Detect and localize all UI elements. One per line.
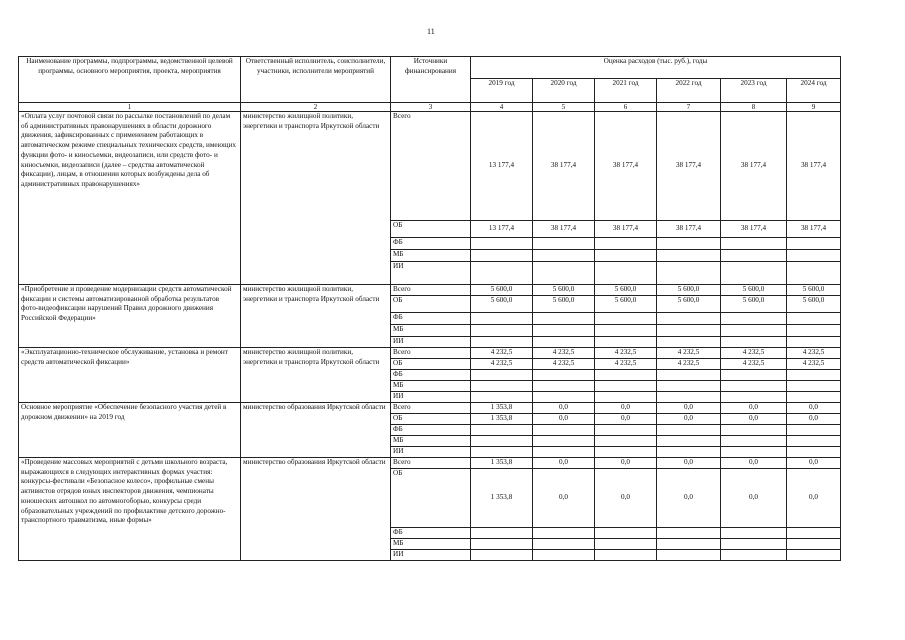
value-cell xyxy=(471,238,533,250)
value-cell xyxy=(471,325,533,337)
value-cell xyxy=(471,528,533,539)
value-cell xyxy=(787,447,841,458)
value-cell xyxy=(471,337,533,348)
value-cell xyxy=(533,238,595,250)
value-cell xyxy=(595,337,657,348)
value-cell xyxy=(595,313,657,325)
value-cell: 0,0 xyxy=(787,469,841,528)
value-cell: 0,0 xyxy=(533,458,595,469)
value-cell xyxy=(721,337,787,348)
value-cell: 0,0 xyxy=(721,458,787,469)
column-number: 9 xyxy=(787,103,841,112)
value-cell xyxy=(471,370,533,381)
value-cell: 0,0 xyxy=(721,469,787,528)
financing-source-cell: ИИ xyxy=(391,262,471,285)
value-cell xyxy=(721,447,787,458)
value-cell: 4 232,5 xyxy=(657,359,721,370)
financing-source-cell: МБ xyxy=(391,539,471,550)
financing-source-cell: ИИ xyxy=(391,392,471,403)
value-cell: 0,0 xyxy=(595,469,657,528)
value-cell xyxy=(533,381,595,392)
value-cell: 4 232,5 xyxy=(787,348,841,359)
value-cell xyxy=(787,337,841,348)
value-cell xyxy=(787,313,841,325)
value-cell xyxy=(721,238,787,250)
value-cell: 4 232,5 xyxy=(721,359,787,370)
value-cell xyxy=(787,250,841,262)
column-number: 7 xyxy=(657,103,721,112)
executor-cell: министерство образования Иркутской области xyxy=(241,458,391,561)
value-cell xyxy=(533,262,595,285)
financing-source-cell: ОБ xyxy=(391,414,471,425)
table-row xyxy=(19,112,841,221)
header-financing-sources: Источники финансирования xyxy=(391,57,471,103)
value-cell xyxy=(657,250,721,262)
value-cell: 38 177,4 xyxy=(595,112,657,221)
table-row xyxy=(19,285,841,296)
column-number: 8 xyxy=(721,103,787,112)
value-cell xyxy=(595,250,657,262)
financing-source-cell: ФБ xyxy=(391,528,471,539)
value-cell xyxy=(595,325,657,337)
table-row xyxy=(19,348,841,359)
value-cell: 0,0 xyxy=(721,414,787,425)
value-cell: 4 232,5 xyxy=(595,348,657,359)
value-cell xyxy=(595,238,657,250)
program-name-cell: «Приобретение и проведение модернизации средств автоматической фиксации и системы автоматизированной обработка результатов фото-видеофиксации нарушений Правил дорожного движения Российской Федерации» xyxy=(19,285,241,348)
value-cell xyxy=(657,436,721,447)
value-cell xyxy=(657,337,721,348)
value-cell xyxy=(471,313,533,325)
value-cell: 38 177,4 xyxy=(657,112,721,221)
value-cell xyxy=(533,337,595,348)
value-cell: 0,0 xyxy=(595,403,657,414)
financing-source-cell: ОБ xyxy=(391,221,471,238)
value-cell xyxy=(471,381,533,392)
value-cell: 5 600,0 xyxy=(595,285,657,296)
value-cell xyxy=(721,370,787,381)
page-number: 11 xyxy=(427,27,435,36)
header-year: 2019 год xyxy=(471,79,533,103)
value-cell xyxy=(721,436,787,447)
column-number: 5 xyxy=(533,103,595,112)
header-year: 2023 год xyxy=(721,79,787,103)
value-cell xyxy=(787,539,841,550)
financing-source-cell: МБ xyxy=(391,250,471,262)
executor-cell: министерство образования Иркутской области xyxy=(241,403,391,458)
value-cell: 4 232,5 xyxy=(595,359,657,370)
financing-source-cell: МБ xyxy=(391,436,471,447)
value-cell xyxy=(595,381,657,392)
financing-source-cell: Всего xyxy=(391,348,471,359)
value-cell: 1 353,8 xyxy=(471,403,533,414)
value-cell xyxy=(721,425,787,436)
column-number: 1 xyxy=(19,103,241,112)
value-cell xyxy=(533,425,595,436)
value-cell: 4 232,5 xyxy=(657,348,721,359)
header-program-name: Наименование программы, подпрограммы, ведомственной целевой программы, основного мероприятия, проекта, мероприятия xyxy=(19,57,241,103)
value-cell xyxy=(721,313,787,325)
value-cell xyxy=(595,436,657,447)
financing-source-cell: ФБ xyxy=(391,425,471,436)
value-cell xyxy=(533,313,595,325)
value-cell: 0,0 xyxy=(595,458,657,469)
value-cell xyxy=(721,325,787,337)
value-cell xyxy=(595,425,657,436)
value-cell xyxy=(787,381,841,392)
value-cell xyxy=(471,425,533,436)
value-cell: 4 232,5 xyxy=(721,348,787,359)
value-cell xyxy=(657,381,721,392)
value-cell xyxy=(657,425,721,436)
header-year: 2024 год xyxy=(787,79,841,103)
value-cell: 0,0 xyxy=(657,469,721,528)
value-cell: 38 177,4 xyxy=(721,221,787,238)
value-cell xyxy=(721,539,787,550)
financing-source-cell: Всего xyxy=(391,458,471,469)
executor-cell: министерство жилищной политики, энергетики и транспорта Иркутской области xyxy=(241,285,391,348)
value-cell: 0,0 xyxy=(787,414,841,425)
value-cell: 5 600,0 xyxy=(657,296,721,313)
value-cell: 13 177,4 xyxy=(471,112,533,221)
value-cell: 5 600,0 xyxy=(787,296,841,313)
column-number: 2 xyxy=(241,103,391,112)
value-cell: 5 600,0 xyxy=(471,285,533,296)
value-cell: 5 600,0 xyxy=(657,285,721,296)
value-cell: 0,0 xyxy=(657,458,721,469)
value-cell xyxy=(471,539,533,550)
header-year: 2022 год xyxy=(657,79,721,103)
value-cell xyxy=(533,528,595,539)
value-cell: 5 600,0 xyxy=(787,285,841,296)
value-cell: 5 600,0 xyxy=(533,285,595,296)
value-cell xyxy=(721,250,787,262)
value-cell xyxy=(657,313,721,325)
column-number: 6 xyxy=(595,103,657,112)
value-cell: 4 232,5 xyxy=(533,348,595,359)
value-cell: 5 600,0 xyxy=(721,285,787,296)
value-cell xyxy=(657,550,721,561)
financing-source-cell: Всего xyxy=(391,112,471,221)
value-cell: 38 177,4 xyxy=(533,112,595,221)
financing-source-cell: ОБ xyxy=(391,469,471,528)
value-cell xyxy=(471,447,533,458)
financing-source-cell: МБ xyxy=(391,325,471,337)
value-cell xyxy=(471,436,533,447)
value-cell xyxy=(595,447,657,458)
program-name-cell: Основное мероприятие «Обеспечение безопасного участия детей в дорожном движении» на 2019 год xyxy=(19,403,241,458)
value-cell: 1 353,8 xyxy=(471,458,533,469)
value-cell xyxy=(533,250,595,262)
value-cell xyxy=(595,539,657,550)
value-cell xyxy=(657,238,721,250)
value-cell xyxy=(595,392,657,403)
value-cell xyxy=(595,262,657,285)
value-cell: 38 177,4 xyxy=(595,221,657,238)
value-cell: 38 177,4 xyxy=(721,112,787,221)
value-cell xyxy=(533,370,595,381)
header-expense-estimate: Оценка расходов (тыс. руб.), годы xyxy=(471,57,841,79)
value-cell: 5 600,0 xyxy=(595,296,657,313)
expense-table xyxy=(18,56,841,561)
value-cell xyxy=(471,392,533,403)
value-cell: 0,0 xyxy=(721,403,787,414)
value-cell: 38 177,4 xyxy=(657,221,721,238)
value-cell xyxy=(787,550,841,561)
value-cell xyxy=(721,381,787,392)
value-cell: 0,0 xyxy=(787,403,841,414)
value-cell: 5 600,0 xyxy=(721,296,787,313)
value-cell: 4 232,5 xyxy=(471,348,533,359)
value-cell xyxy=(787,238,841,250)
financing-source-cell: ФБ xyxy=(391,370,471,381)
value-cell xyxy=(721,262,787,285)
program-name-cell: «Оплата услуг почтовой связи по рассылке постановлений по делам об административных правонарушениях в области дорожного движения, зафиксированных с применением работающих в автоматическом режиме специальных технических средств, имеющих функции фото- и киносъемки, видеозаписи, или средств фото- и киносъемки, видеозаписи (далее – средства автоматической фиксации), лицам, в отношении которых возбуждены дела об административных правонарушениях» xyxy=(19,112,241,285)
value-cell xyxy=(787,436,841,447)
executor-cell: министерство жилищной политики, энергетики и транспорта Иркутской области xyxy=(241,348,391,403)
header-executor: Ответственный исполнитель, соисполнители, участники, исполнители мероприятий xyxy=(241,57,391,103)
financing-source-cell: ФБ xyxy=(391,313,471,325)
value-cell xyxy=(533,539,595,550)
value-cell xyxy=(657,539,721,550)
value-cell xyxy=(595,370,657,381)
value-cell: 38 177,4 xyxy=(787,112,841,221)
financing-source-cell: МБ xyxy=(391,381,471,392)
value-cell xyxy=(721,528,787,539)
value-cell xyxy=(657,325,721,337)
value-cell xyxy=(657,370,721,381)
value-cell xyxy=(595,528,657,539)
value-cell: 0,0 xyxy=(657,403,721,414)
value-cell: 4 232,5 xyxy=(533,359,595,370)
table-row xyxy=(19,458,841,469)
header-year: 2020 год xyxy=(533,79,595,103)
value-cell: 0,0 xyxy=(787,458,841,469)
financing-source-cell: ИИ xyxy=(391,550,471,561)
value-cell xyxy=(533,325,595,337)
value-cell xyxy=(787,425,841,436)
value-cell xyxy=(657,262,721,285)
value-cell: 0,0 xyxy=(533,414,595,425)
value-cell xyxy=(533,392,595,403)
value-cell xyxy=(533,436,595,447)
value-cell xyxy=(533,447,595,458)
value-cell: 13 177,4 xyxy=(471,221,533,238)
value-cell xyxy=(721,550,787,561)
value-cell: 1 353,8 xyxy=(471,469,533,528)
value-cell xyxy=(657,447,721,458)
column-number: 3 xyxy=(391,103,471,112)
value-cell xyxy=(787,528,841,539)
program-name-cell: «Проведение массовых мероприятий с детьми школьного возраста, выражающихся в следующих интерактивных формах участия: конкурсы-фестивали «Безопасное колесо», профильные смены активистов отрядов юных инспекторов движения, чемпионаты юношеских автошкол по автомногоборью, конкурсы среди образовательных учреждений по профилактике детского дорожно-транспортного травматизма, иные формы» xyxy=(19,458,241,561)
value-cell xyxy=(787,325,841,337)
financing-source-cell: Всего xyxy=(391,285,471,296)
value-cell: 0,0 xyxy=(595,414,657,425)
financing-source-cell: ОБ xyxy=(391,296,471,313)
value-cell: 5 600,0 xyxy=(471,296,533,313)
value-cell xyxy=(721,392,787,403)
value-cell xyxy=(787,392,841,403)
value-cell xyxy=(787,262,841,285)
value-cell xyxy=(657,392,721,403)
value-cell: 5 600,0 xyxy=(533,296,595,313)
value-cell: 0,0 xyxy=(533,469,595,528)
value-cell xyxy=(595,550,657,561)
value-cell: 38 177,4 xyxy=(787,221,841,238)
value-cell xyxy=(471,250,533,262)
value-cell: 0,0 xyxy=(657,414,721,425)
financing-source-cell: ФБ xyxy=(391,238,471,250)
value-cell: 0,0 xyxy=(533,403,595,414)
value-cell: 38 177,4 xyxy=(533,221,595,238)
header-year: 2021 год xyxy=(595,79,657,103)
financing-source-cell: Всего xyxy=(391,403,471,414)
value-cell: 1 353,8 xyxy=(471,414,533,425)
column-number: 4 xyxy=(471,103,533,112)
table-row xyxy=(19,403,841,414)
value-cell xyxy=(787,370,841,381)
value-cell: 4 232,5 xyxy=(787,359,841,370)
value-cell xyxy=(533,550,595,561)
financing-source-cell: ИИ xyxy=(391,447,471,458)
value-cell xyxy=(657,528,721,539)
value-cell: 4 232,5 xyxy=(471,359,533,370)
executor-cell: министерство жилищной политики, энергетики и транспорта Иркутской области xyxy=(241,112,391,285)
financing-source-cell: ИИ xyxy=(391,337,471,348)
value-cell xyxy=(471,262,533,285)
financing-source-cell: ОБ xyxy=(391,359,471,370)
value-cell xyxy=(471,550,533,561)
program-name-cell: «Эксплуатационно-техническое обслуживание, установка и ремонт средств автоматической фиксации» xyxy=(19,348,241,403)
